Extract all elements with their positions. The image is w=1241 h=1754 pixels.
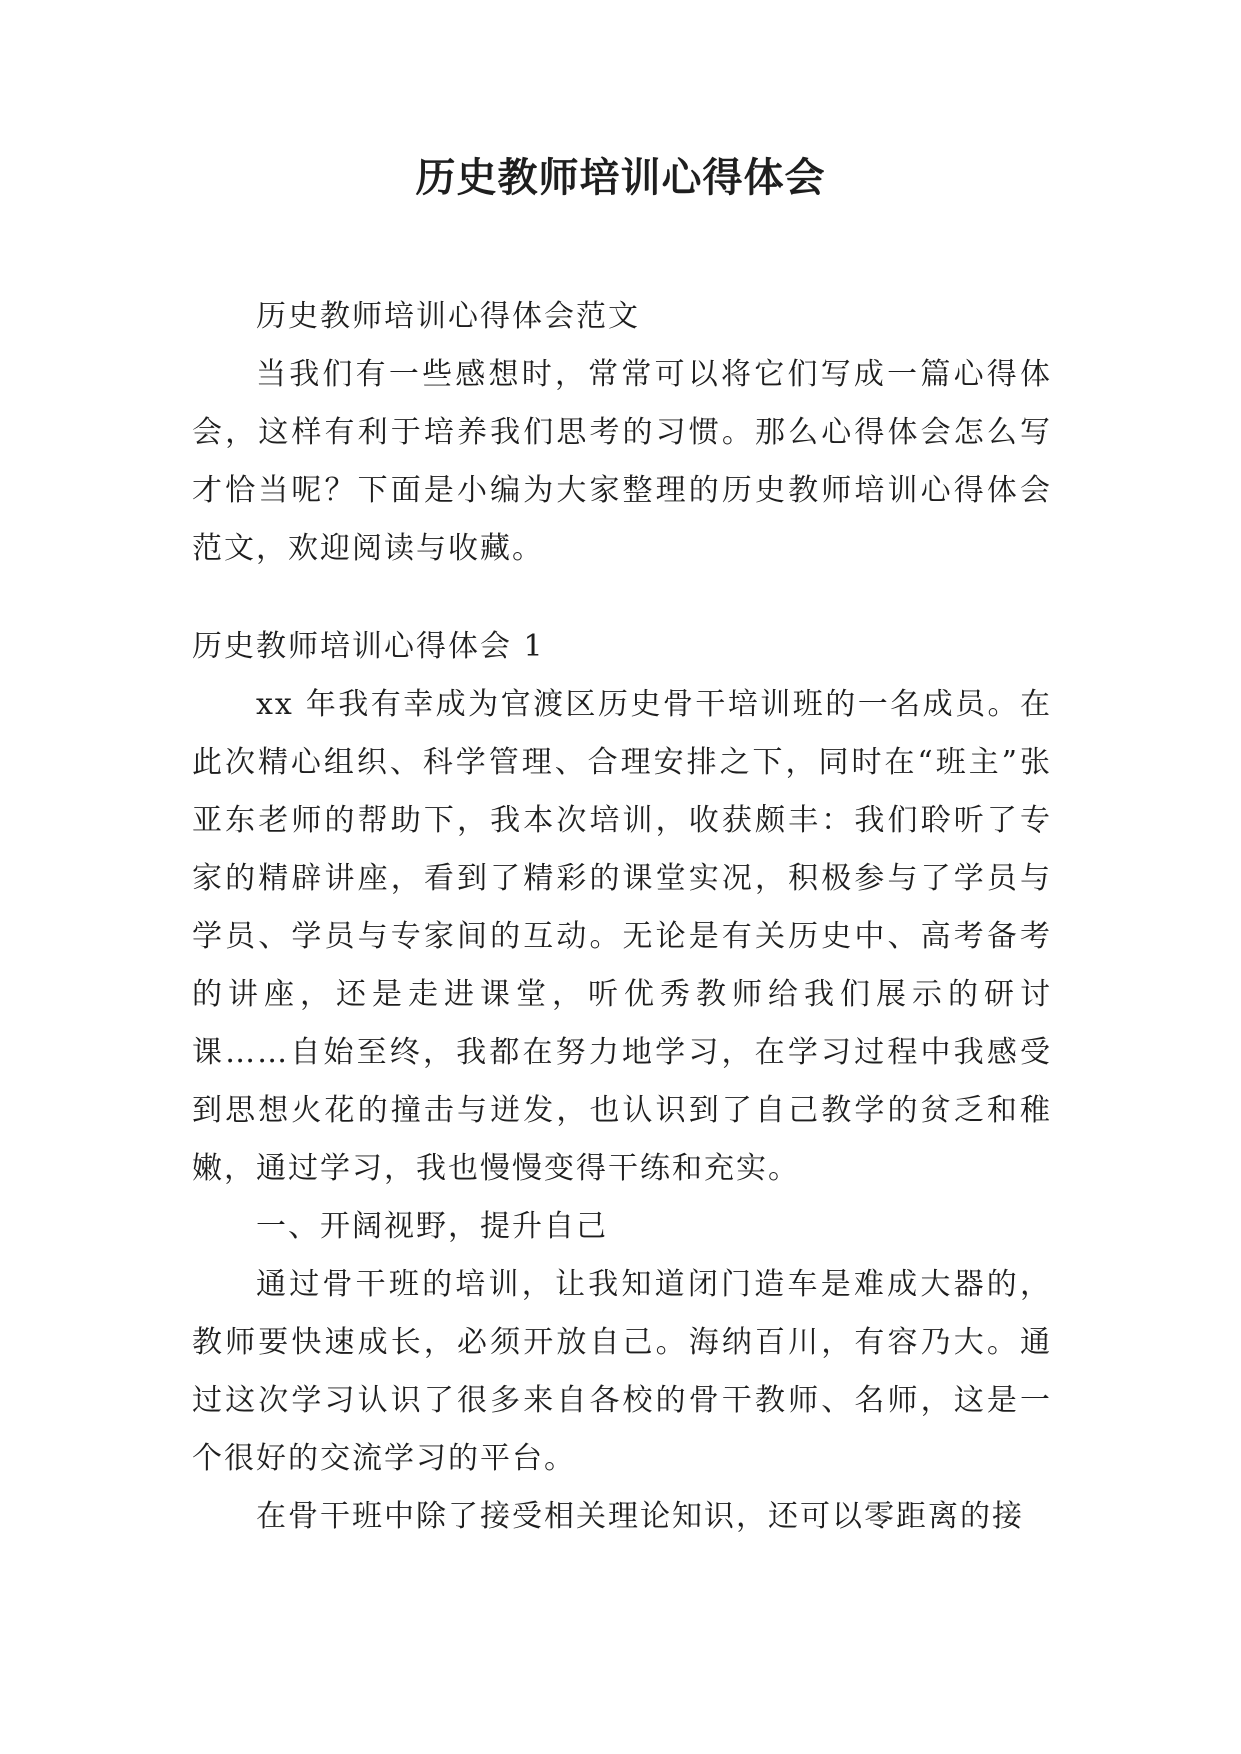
body-paragraph: 在骨干班中除了接受相关理论知识，还可以零距离的接	[256, 1499, 1024, 1534]
intro-paragraph: 当我们有一些感想时，常常可以将它们写成一篇心得体会，这样有利于培养我们思考的习惯。那么心得体会怎么写才恰当呢？下面是小编为大家整理的历史教师培训心得体会范文，欢迎阅读与收藏。	[192, 357, 1052, 566]
section-spacer	[192, 578, 1052, 618]
body-paragraph: xx 年我有幸成为官渡区历史骨干培训班的一名成员。在此次精心组织、科学管理、合理安排之下，同时在“班主”张亚东老师的帮助下，我本次培训，收获颇丰：我们聆听了专家的精辟讲座，看到了精彩的课堂实况，积极参与了学员与学员、学员与专家间的互动。无论是有关历史中、高考备考的讲座，还是走进课堂，听优秀教师给我们展示的研讨课……自始至终，我都在努力地学习，在学习过程中我感受到思想火花的撞击与迸发，也认识到了自己教学的贫乏和稚嫩，通过学习，我也慢慢变得干练和充实。	[192, 687, 1052, 1186]
intro-subtitle: 历史教师培训心得体会范文	[256, 299, 640, 334]
subheading-paragraph: 一、开阔视野，提升自己	[256, 1209, 608, 1244]
document-body	[192, 288, 1052, 1546]
section-heading: 历史教师培训心得体会 1	[192, 629, 545, 664]
body-paragraph: 通过骨干班的培训，让我知道闭门造车是难成大器的，教师要快速成长，必须开放自己。海纳百川，有容乃大。通过这次学习认识了很多来自各校的骨干教师、名师，这是一个很好的交流学习的平台。	[192, 1267, 1052, 1476]
document-title: 历史教师培训心得体会	[415, 154, 826, 201]
